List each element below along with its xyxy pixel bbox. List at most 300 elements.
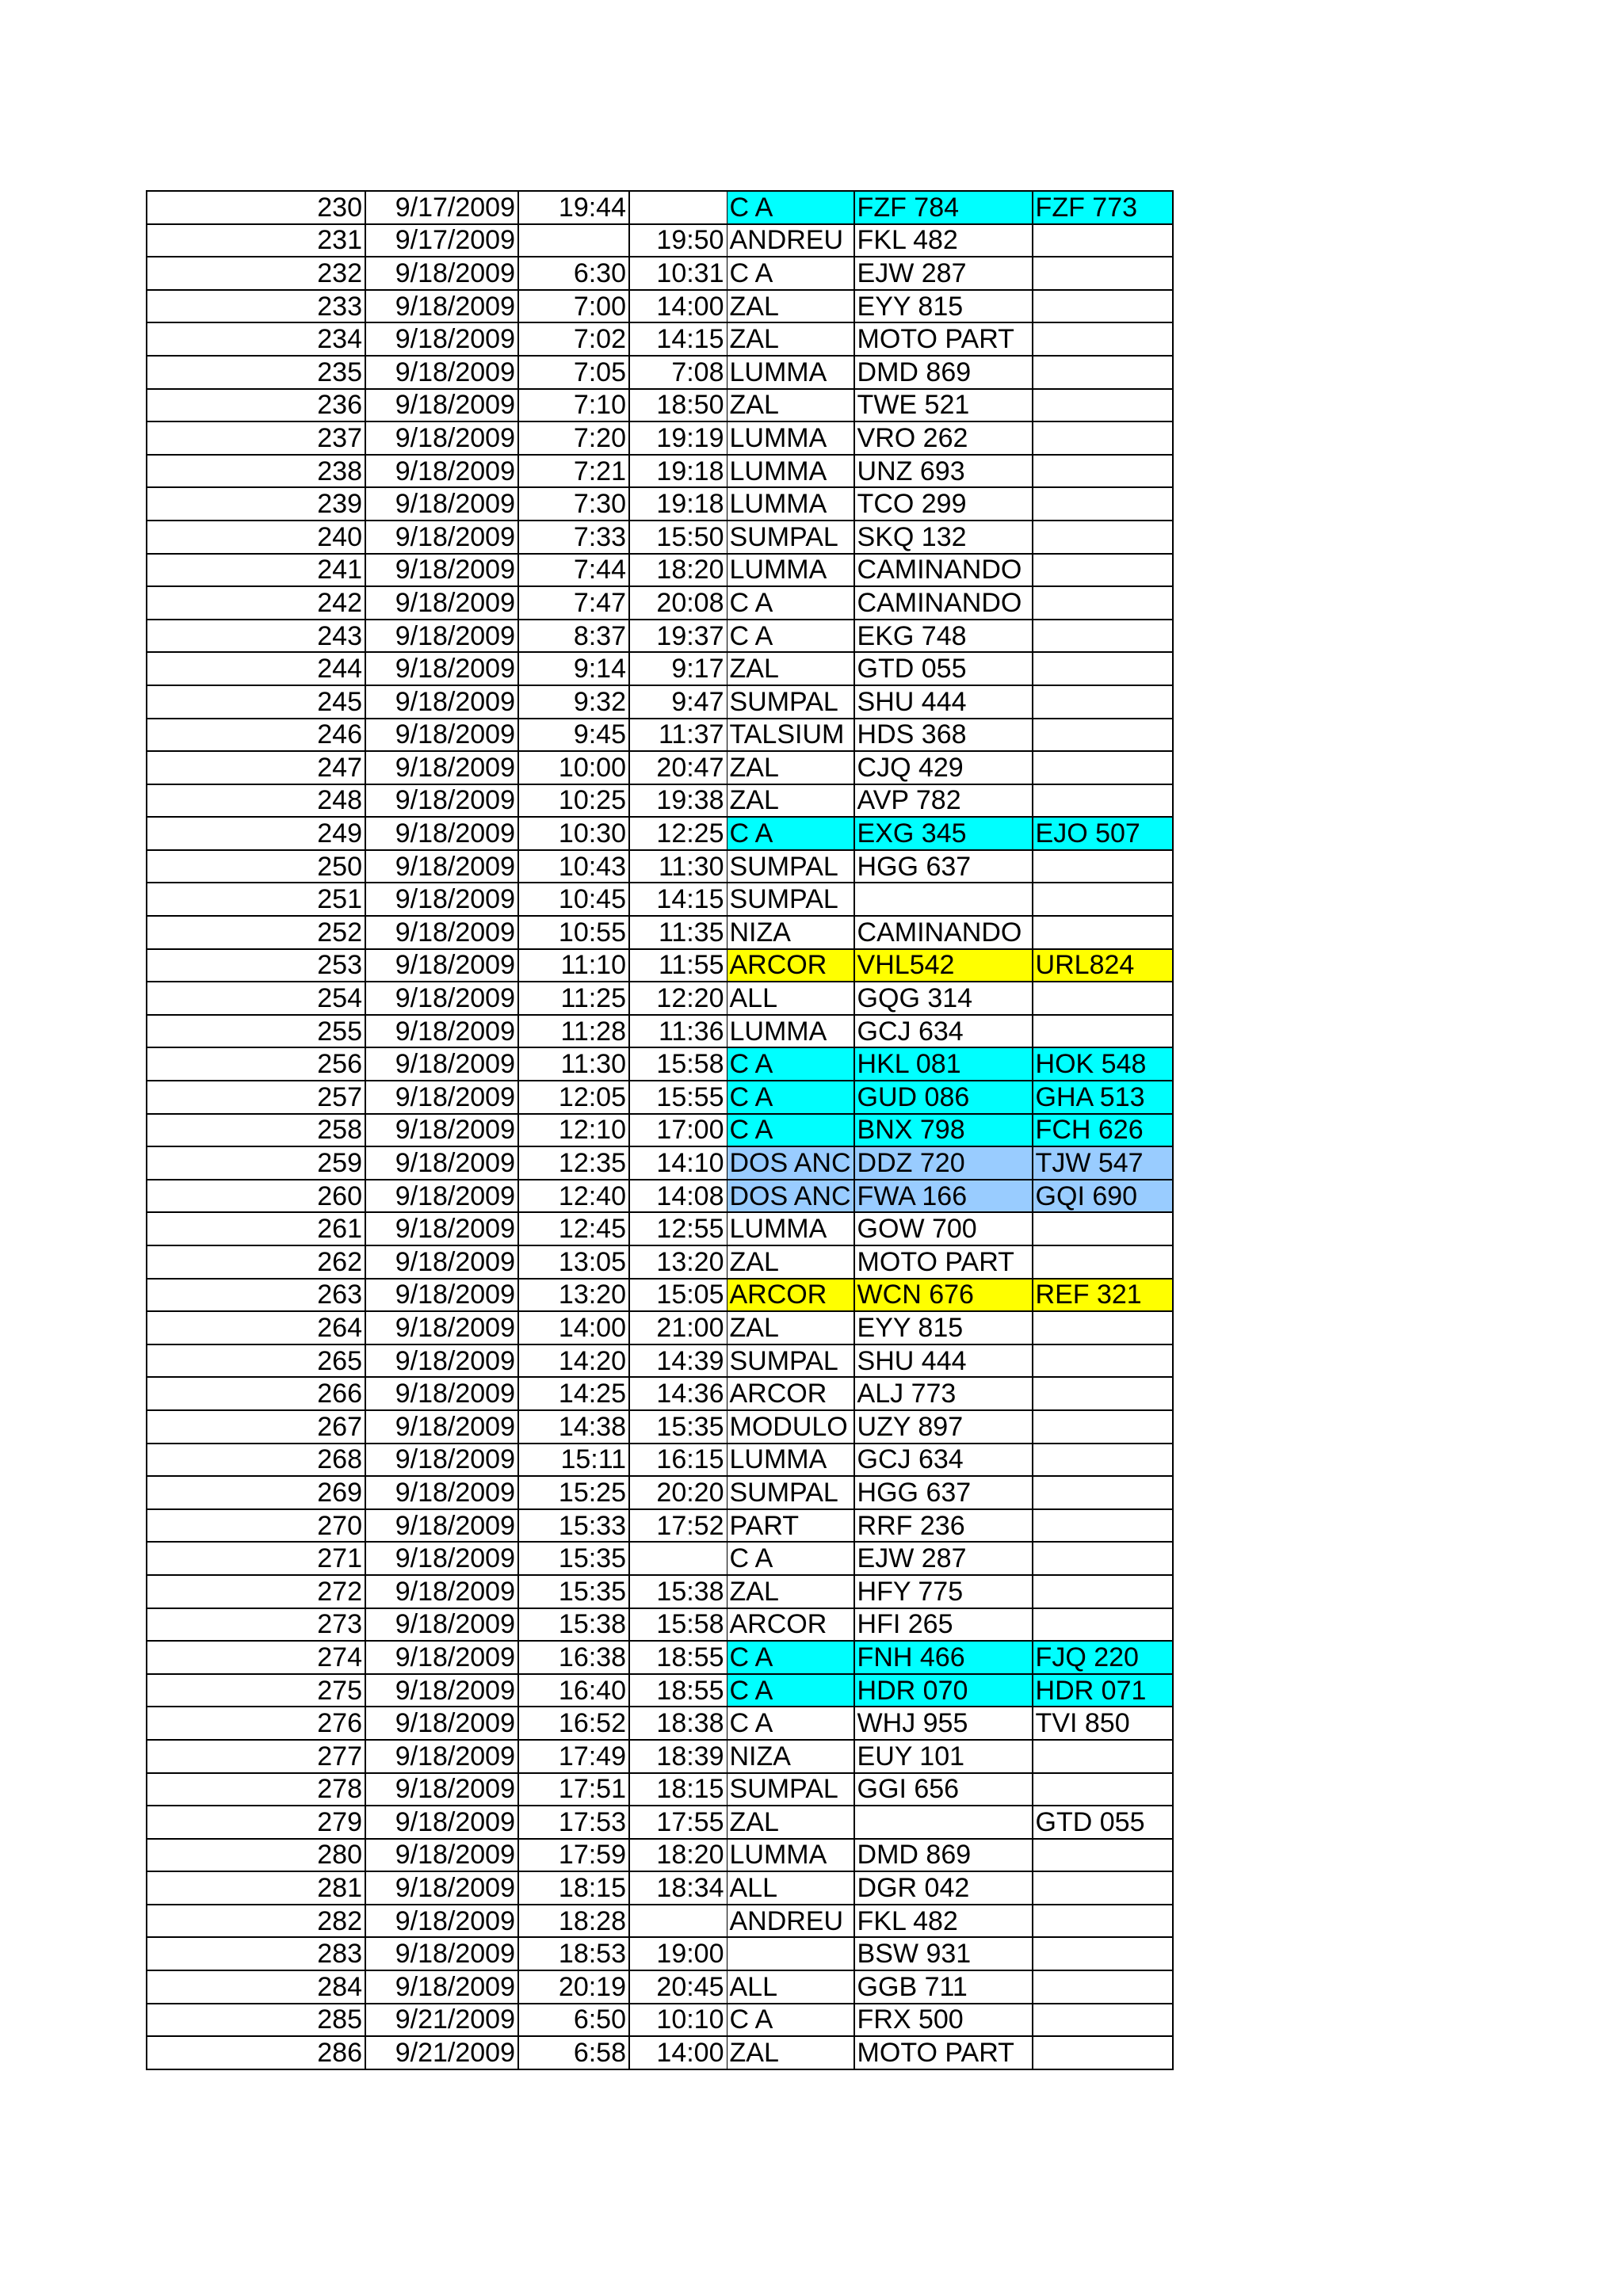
row-number-cell: 265 — [147, 1344, 365, 1378]
destination-cell: NIZA — [727, 1740, 854, 1773]
plate-cell: FWA 166 — [854, 1180, 1033, 1213]
table-row — [147, 949, 1173, 982]
destination-cell: ZAL — [727, 322, 854, 356]
plate-cell: EUY 101 — [854, 1740, 1033, 1773]
time-out-cell: 17:52 — [629, 1509, 727, 1543]
time-out-cell: 18:55 — [629, 1641, 727, 1674]
second-plate-cell — [1033, 652, 1173, 685]
destination-cell: NIZA — [727, 916, 854, 949]
plate-cell: VHL542 — [854, 949, 1033, 982]
time-out-cell: 20:20 — [629, 1476, 727, 1509]
row-number-cell: 254 — [147, 982, 365, 1015]
plate-cell: MOTO PART — [854, 2036, 1033, 2069]
table-row — [147, 1114, 1173, 1147]
time-in-cell: 12:40 — [518, 1180, 629, 1213]
row-number-cell: 284 — [147, 1970, 365, 2004]
table-row — [147, 982, 1173, 1015]
time-in-cell — [518, 224, 629, 257]
second-plate-cell — [1033, 883, 1173, 916]
vehicle-log-table — [146, 190, 1174, 2070]
row-number-cell: 256 — [147, 1047, 365, 1081]
row-number-cell: 255 — [147, 1015, 365, 1048]
time-in-cell: 19:44 — [518, 191, 629, 224]
time-in-cell: 16:52 — [518, 1707, 629, 1740]
time-in-cell: 9:32 — [518, 685, 629, 719]
date-cell: 9/18/2009 — [365, 1575, 518, 1608]
table-row — [147, 1806, 1173, 1839]
second-plate-cell: GQI 690 — [1033, 1180, 1173, 1213]
destination-cell: DOS ANC — [727, 1146, 854, 1180]
second-plate-cell — [1033, 1937, 1173, 1970]
second-plate-cell — [1033, 1311, 1173, 1344]
destination-cell: ZAL — [727, 1245, 854, 1279]
row-number-cell: 272 — [147, 1575, 365, 1608]
date-cell: 9/18/2009 — [365, 1740, 518, 1773]
time-out-cell: 15:05 — [629, 1279, 727, 1312]
destination-cell: ZAL — [727, 1311, 854, 1344]
time-out-cell: 14:15 — [629, 322, 727, 356]
row-number-cell: 244 — [147, 652, 365, 685]
second-plate-cell: URL824 — [1033, 949, 1173, 982]
table-row — [147, 685, 1173, 719]
plate-cell: GQG 314 — [854, 982, 1033, 1015]
time-out-cell: 18:50 — [629, 389, 727, 422]
time-in-cell: 15:11 — [518, 1444, 629, 1477]
time-in-cell: 7:33 — [518, 521, 629, 554]
time-out-cell: 17:00 — [629, 1114, 727, 1147]
row-number-cell: 250 — [147, 850, 365, 883]
date-cell: 9/18/2009 — [365, 1015, 518, 1048]
second-plate-cell — [1033, 1509, 1173, 1543]
destination-cell: LUMMA — [727, 554, 854, 587]
second-plate-cell: FCH 626 — [1033, 1114, 1173, 1147]
time-in-cell: 12:10 — [518, 1114, 629, 1147]
plate-cell: HFY 775 — [854, 1575, 1033, 1608]
plate-cell: RRF 236 — [854, 1509, 1033, 1543]
time-out-cell: 19:00 — [629, 1937, 727, 1970]
destination-cell: SUMPAL — [727, 1476, 854, 1509]
date-cell: 9/18/2009 — [365, 1542, 518, 1575]
time-in-cell: 14:38 — [518, 1410, 629, 1444]
time-in-cell: 7:00 — [518, 290, 629, 323]
table-row — [147, 257, 1173, 290]
time-out-cell: 19:18 — [629, 487, 727, 521]
time-in-cell: 17:59 — [518, 1839, 629, 1872]
table-row — [147, 1905, 1173, 1938]
destination-cell: SUMPAL — [727, 521, 854, 554]
table-row — [147, 1773, 1173, 1806]
time-in-cell: 14:25 — [518, 1377, 629, 1410]
plate-cell: EYY 815 — [854, 290, 1033, 323]
time-out-cell: 10:31 — [629, 257, 727, 290]
second-plate-cell — [1033, 1871, 1173, 1905]
date-cell: 9/18/2009 — [365, 586, 518, 620]
time-out-cell: 11:30 — [629, 850, 727, 883]
destination-cell: ZAL — [727, 1806, 854, 1839]
second-plate-cell — [1033, 982, 1173, 1015]
date-cell: 9/18/2009 — [365, 1311, 518, 1344]
time-in-cell: 15:25 — [518, 1476, 629, 1509]
second-plate-cell — [1033, 2004, 1173, 2037]
second-plate-cell: GTD 055 — [1033, 1806, 1173, 1839]
plate-cell: DMD 869 — [854, 1839, 1033, 1872]
destination-cell: ALL — [727, 1970, 854, 2004]
destination-cell: C A — [727, 191, 854, 224]
time-in-cell: 13:20 — [518, 1279, 629, 1312]
time-out-cell: 19:19 — [629, 421, 727, 455]
date-cell: 9/18/2009 — [365, 751, 518, 784]
second-plate-cell — [1033, 1740, 1173, 1773]
second-plate-cell — [1033, 554, 1173, 587]
row-number-cell: 279 — [147, 1806, 365, 1839]
time-in-cell: 15:35 — [518, 1575, 629, 1608]
second-plate-cell — [1033, 1839, 1173, 1872]
row-number-cell: 239 — [147, 487, 365, 521]
time-out-cell: 11:36 — [629, 1015, 727, 1048]
table-row — [147, 1245, 1173, 1279]
destination-cell: C A — [727, 1047, 854, 1081]
time-in-cell: 9:14 — [518, 652, 629, 685]
time-in-cell: 17:51 — [518, 1773, 629, 1806]
second-plate-cell — [1033, 685, 1173, 719]
time-out-cell: 18:34 — [629, 1871, 727, 1905]
second-plate-cell — [1033, 1542, 1173, 1575]
time-in-cell: 18:15 — [518, 1871, 629, 1905]
date-cell: 9/18/2009 — [365, 883, 518, 916]
time-out-cell: 14:00 — [629, 290, 727, 323]
table-row — [147, 1707, 1173, 1740]
destination-cell: SUMPAL — [727, 685, 854, 719]
destination-cell: PART — [727, 1509, 854, 1543]
date-cell: 9/18/2009 — [365, 1410, 518, 1444]
destination-cell: ARCOR — [727, 949, 854, 982]
second-plate-cell — [1033, 257, 1173, 290]
time-in-cell: 15:35 — [518, 1542, 629, 1575]
second-plate-cell — [1033, 1476, 1173, 1509]
second-plate-cell — [1033, 356, 1173, 389]
date-cell: 9/18/2009 — [365, 1245, 518, 1279]
time-out-cell: 14:36 — [629, 1377, 727, 1410]
time-in-cell: 13:05 — [518, 1245, 629, 1279]
time-in-cell: 10:43 — [518, 850, 629, 883]
time-out-cell: 14:08 — [629, 1180, 727, 1213]
time-in-cell: 16:38 — [518, 1641, 629, 1674]
time-in-cell: 6:58 — [518, 2036, 629, 2069]
date-cell: 9/18/2009 — [365, 290, 518, 323]
row-number-cell: 259 — [147, 1146, 365, 1180]
destination-cell: ARCOR — [727, 1279, 854, 1312]
time-in-cell: 7:47 — [518, 586, 629, 620]
row-number-cell: 286 — [147, 2036, 365, 2069]
destination-cell: C A — [727, 2004, 854, 2037]
date-cell: 9/18/2009 — [365, 1773, 518, 1806]
destination-cell: ZAL — [727, 751, 854, 784]
plate-cell: MOTO PART — [854, 322, 1033, 356]
table-row — [147, 389, 1173, 422]
time-in-cell: 11:25 — [518, 982, 629, 1015]
time-in-cell: 10:25 — [518, 784, 629, 818]
table-row — [147, 817, 1173, 850]
table-row — [147, 1081, 1173, 1114]
plate-cell: FRX 500 — [854, 2004, 1033, 2037]
table-row — [147, 554, 1173, 587]
time-in-cell: 11:10 — [518, 949, 629, 982]
date-cell: 9/18/2009 — [365, 719, 518, 752]
destination-cell: C A — [727, 257, 854, 290]
table-row — [147, 1608, 1173, 1642]
row-number-cell: 252 — [147, 916, 365, 949]
date-cell: 9/18/2009 — [365, 1279, 518, 1312]
time-in-cell: 12:05 — [518, 1081, 629, 1114]
destination-cell: SUMPAL — [727, 1344, 854, 1378]
plate-cell: EYY 815 — [854, 1311, 1033, 1344]
row-number-cell: 243 — [147, 620, 365, 653]
date-cell: 9/18/2009 — [365, 1839, 518, 1872]
row-number-cell: 261 — [147, 1212, 365, 1245]
time-in-cell: 7:10 — [518, 389, 629, 422]
date-cell: 9/18/2009 — [365, 421, 518, 455]
date-cell: 9/18/2009 — [365, 949, 518, 982]
time-out-cell: 21:00 — [629, 1311, 727, 1344]
row-number-cell: 282 — [147, 1905, 365, 1938]
destination-cell: SUMPAL — [727, 850, 854, 883]
second-plate-cell — [1033, 1245, 1173, 1279]
date-cell: 9/18/2009 — [365, 685, 518, 719]
destination-cell: ZAL — [727, 2036, 854, 2069]
time-out-cell: 19:50 — [629, 224, 727, 257]
second-plate-cell — [1033, 224, 1173, 257]
time-out-cell: 15:58 — [629, 1608, 727, 1642]
destination-cell: LUMMA — [727, 1839, 854, 1872]
destination-cell: ANDREU — [727, 224, 854, 257]
table-row — [147, 1146, 1173, 1180]
second-plate-cell — [1033, 916, 1173, 949]
time-out-cell: 13:20 — [629, 1245, 727, 1279]
time-in-cell: 6:30 — [518, 257, 629, 290]
table-row — [147, 883, 1173, 916]
plate-cell: FZF 784 — [854, 191, 1033, 224]
second-plate-cell — [1033, 1377, 1173, 1410]
table-row — [147, 290, 1173, 323]
plate-cell: HDS 368 — [854, 719, 1033, 752]
time-in-cell: 10:45 — [518, 883, 629, 916]
time-out-cell: 10:10 — [629, 2004, 727, 2037]
second-plate-cell — [1033, 455, 1173, 488]
destination-cell: ZAL — [727, 784, 854, 818]
row-number-cell: 247 — [147, 751, 365, 784]
second-plate-cell — [1033, 1444, 1173, 1477]
time-in-cell: 16:40 — [518, 1674, 629, 1707]
time-in-cell: 15:38 — [518, 1608, 629, 1642]
plate-cell: CAMINANDO — [854, 916, 1033, 949]
time-out-cell: 14:15 — [629, 883, 727, 916]
plate-cell: TCO 299 — [854, 487, 1033, 521]
time-in-cell: 7:30 — [518, 487, 629, 521]
row-number-cell: 236 — [147, 389, 365, 422]
destination-cell: C A — [727, 817, 854, 850]
destination-cell: ZAL — [727, 1575, 854, 1608]
table-row — [147, 1575, 1173, 1608]
date-cell: 9/18/2009 — [365, 1047, 518, 1081]
plate-cell: GGI 656 — [854, 1773, 1033, 1806]
date-cell: 9/18/2009 — [365, 487, 518, 521]
time-out-cell: 20:47 — [629, 751, 727, 784]
second-plate-cell: EJO 507 — [1033, 817, 1173, 850]
destination-cell: C A — [727, 1114, 854, 1147]
table-row — [147, 916, 1173, 949]
row-number-cell: 233 — [147, 290, 365, 323]
second-plate-cell — [1033, 719, 1173, 752]
plate-cell: TWE 521 — [854, 389, 1033, 422]
date-cell: 9/18/2009 — [365, 1871, 518, 1905]
date-cell: 9/18/2009 — [365, 1212, 518, 1245]
date-cell: 9/18/2009 — [365, 521, 518, 554]
second-plate-cell — [1033, 487, 1173, 521]
time-in-cell: 9:45 — [518, 719, 629, 752]
plate-cell: EKG 748 — [854, 620, 1033, 653]
time-out-cell: 15:38 — [629, 1575, 727, 1608]
table-row — [147, 586, 1173, 620]
plate-cell: SHU 444 — [854, 685, 1033, 719]
plate-cell: WCN 676 — [854, 1279, 1033, 1312]
time-out-cell: 15:58 — [629, 1047, 727, 1081]
table-row — [147, 1410, 1173, 1444]
time-in-cell: 10:55 — [518, 916, 629, 949]
row-number-cell: 266 — [147, 1377, 365, 1410]
destination-cell: ARCOR — [727, 1377, 854, 1410]
date-cell: 9/21/2009 — [365, 2036, 518, 2069]
destination-cell: LUMMA — [727, 455, 854, 488]
destination-cell: LUMMA — [727, 421, 854, 455]
time-out-cell — [629, 1905, 727, 1938]
time-in-cell: 7:20 — [518, 421, 629, 455]
row-number-cell: 258 — [147, 1114, 365, 1147]
row-number-cell: 235 — [147, 356, 365, 389]
plate-cell: UNZ 693 — [854, 455, 1033, 488]
table-row — [147, 421, 1173, 455]
row-number-cell: 238 — [147, 455, 365, 488]
time-in-cell: 14:20 — [518, 1344, 629, 1378]
date-cell: 9/18/2009 — [365, 916, 518, 949]
time-out-cell: 15:35 — [629, 1410, 727, 1444]
time-out-cell: 20:08 — [629, 586, 727, 620]
date-cell: 9/21/2009 — [365, 2004, 518, 2037]
plate-cell: ALJ 773 — [854, 1377, 1033, 1410]
time-out-cell: 18:20 — [629, 1839, 727, 1872]
date-cell: 9/18/2009 — [365, 356, 518, 389]
row-number-cell: 246 — [147, 719, 365, 752]
destination-cell: C A — [727, 620, 854, 653]
plate-cell: GOW 700 — [854, 1212, 1033, 1245]
time-out-cell: 18:15 — [629, 1773, 727, 1806]
row-number-cell: 268 — [147, 1444, 365, 1477]
second-plate-cell — [1033, 1608, 1173, 1642]
second-plate-cell: FZF 773 — [1033, 191, 1173, 224]
time-out-cell: 11:37 — [629, 719, 727, 752]
second-plate-cell: REF 321 — [1033, 1279, 1173, 1312]
table-row — [147, 1311, 1173, 1344]
time-in-cell: 17:49 — [518, 1740, 629, 1773]
table-row — [147, 1839, 1173, 1872]
row-number-cell: 264 — [147, 1311, 365, 1344]
second-plate-cell — [1033, 1773, 1173, 1806]
time-in-cell: 11:28 — [518, 1015, 629, 1048]
row-number-cell: 275 — [147, 1674, 365, 1707]
date-cell: 9/18/2009 — [365, 389, 518, 422]
plate-cell: CJQ 429 — [854, 751, 1033, 784]
time-in-cell: 14:00 — [518, 1311, 629, 1344]
table-row — [147, 322, 1173, 356]
time-out-cell: 12:55 — [629, 1212, 727, 1245]
time-out-cell: 19:18 — [629, 455, 727, 488]
row-number-cell: 248 — [147, 784, 365, 818]
row-number-cell: 245 — [147, 685, 365, 719]
second-plate-cell: TVI 850 — [1033, 1707, 1173, 1740]
destination-cell: SUMPAL — [727, 883, 854, 916]
date-cell: 9/18/2009 — [365, 1180, 518, 1213]
second-plate-cell — [1033, 850, 1173, 883]
plate-cell: HKL 081 — [854, 1047, 1033, 1081]
second-plate-cell — [1033, 784, 1173, 818]
row-number-cell: 278 — [147, 1773, 365, 1806]
date-cell: 9/18/2009 — [365, 1509, 518, 1543]
time-in-cell: 11:30 — [518, 1047, 629, 1081]
row-number-cell: 230 — [147, 191, 365, 224]
table-row — [147, 191, 1173, 224]
date-cell: 9/18/2009 — [365, 652, 518, 685]
destination-cell: MODULO — [727, 1410, 854, 1444]
second-plate-cell — [1033, 751, 1173, 784]
plate-cell: SHU 444 — [854, 1344, 1033, 1378]
row-number-cell: 273 — [147, 1608, 365, 1642]
date-cell: 9/18/2009 — [365, 1641, 518, 1674]
row-number-cell: 253 — [147, 949, 365, 982]
time-out-cell: 12:25 — [629, 817, 727, 850]
time-in-cell: 18:53 — [518, 1937, 629, 1970]
second-plate-cell — [1033, 1212, 1173, 1245]
table-row — [147, 1871, 1173, 1905]
table-row — [147, 1674, 1173, 1707]
plate-cell: WHJ 955 — [854, 1707, 1033, 1740]
date-cell: 9/18/2009 — [365, 817, 518, 850]
destination-cell: ZAL — [727, 290, 854, 323]
date-cell: 9/18/2009 — [365, 1937, 518, 1970]
time-in-cell: 6:50 — [518, 2004, 629, 2037]
destination-cell: LUMMA — [727, 356, 854, 389]
date-cell: 9/18/2009 — [365, 1444, 518, 1477]
table-row — [147, 2036, 1173, 2069]
time-out-cell: 17:55 — [629, 1806, 727, 1839]
second-plate-cell — [1033, 620, 1173, 653]
second-plate-cell — [1033, 421, 1173, 455]
table-row — [147, 620, 1173, 653]
table-row — [147, 1180, 1173, 1213]
time-out-cell: 18:38 — [629, 1707, 727, 1740]
plate-cell: FKL 482 — [854, 1905, 1033, 1938]
table-row — [147, 652, 1173, 685]
plate-cell: CAMINANDO — [854, 586, 1033, 620]
plate-cell: FKL 482 — [854, 224, 1033, 257]
destination-cell: TALSIUM — [727, 719, 854, 752]
table-row — [147, 1344, 1173, 1378]
second-plate-cell: HOK 548 — [1033, 1047, 1173, 1081]
table-row — [147, 1509, 1173, 1543]
second-plate-cell: HDR 071 — [1033, 1674, 1173, 1707]
plate-cell: HFI 265 — [854, 1608, 1033, 1642]
time-out-cell: 14:10 — [629, 1146, 727, 1180]
second-plate-cell — [1033, 1575, 1173, 1608]
destination-cell: LUMMA — [727, 1015, 854, 1048]
